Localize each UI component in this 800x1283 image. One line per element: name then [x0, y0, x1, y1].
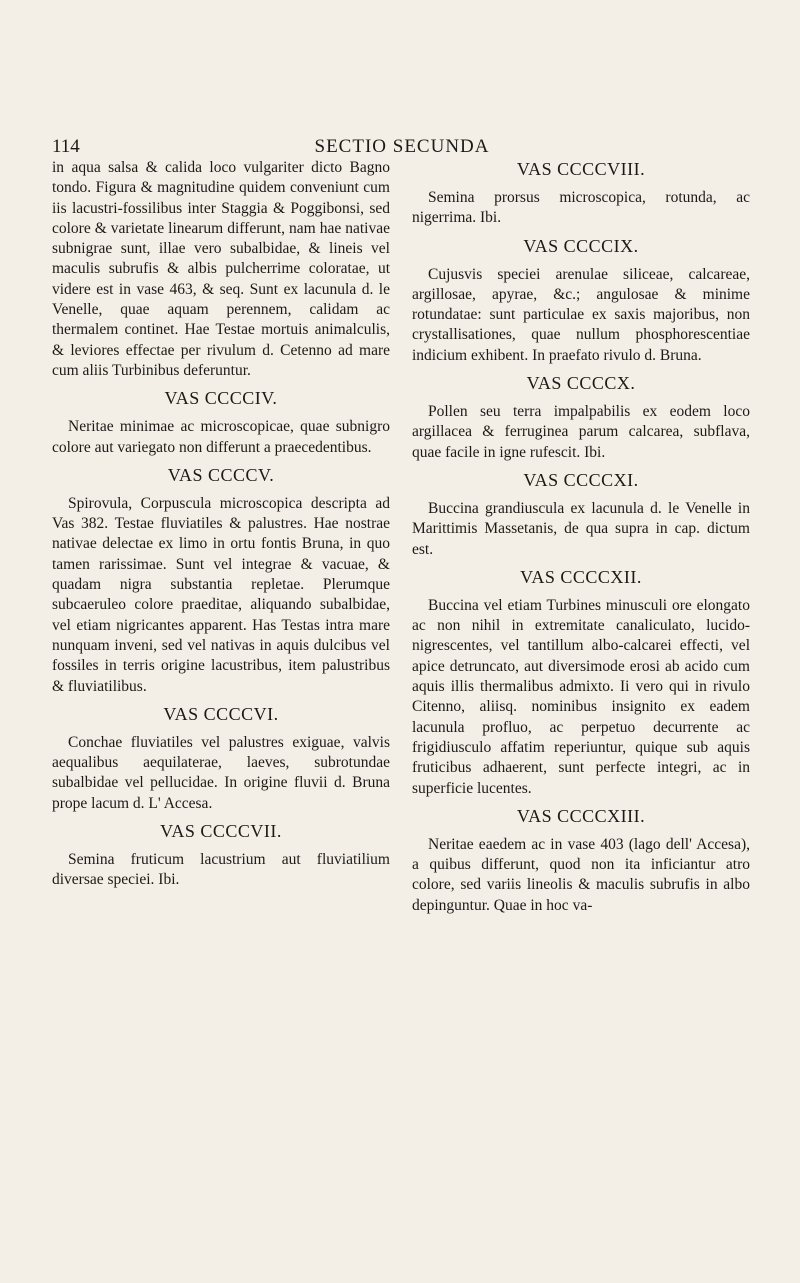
page-header [52, 136, 752, 160]
section-heading-cccxiii: VAS CCCCXIII. [516, 805, 646, 826]
section-heading-cccx: VAS CCCCX. [526, 373, 636, 394]
section-heading-cccviii: VAS CCCCVIII. [516, 159, 646, 179]
running-head: SECTIO SECUNDA [314, 136, 490, 157]
section-heading-cccix: VAS CCCCIX. [523, 235, 639, 256]
paragraph-cccv: Spirovula, Corpuscula microscopica descripta ad Vas 382. Testae fluviatiles & palustres. Hae nostrae nativae delectae ex limo in ortu fontis Bruna, in quo tamen rarissimae. Sunt vel integrae & vacuae, & quadam nigra substantia repletae. Plerumque subcaeruleo colore praeditae, aliquando subalbidae, vel etiam nigricantes apparent. Has Testas intra mare nunquam inveni, sed vel nativas in aquis dulcibus vel fossiles in terris origine lacustribus, item palustribus & fluviatilibus. [52, 494, 390, 695]
section-heading-ccciv: VAS CCCCIV. [164, 388, 278, 409]
paragraph-ccciv: Neritae minimae ac microscopicae, quae subnigro colore aut variegato non differunt a praecedentibus. [52, 418, 390, 456]
paragraph-cccviii: Semina prorsus microscopica, rotunda, ac nigerrima. Ibi. [412, 189, 750, 227]
section-heading-cccvi: VAS CCCCVI. [163, 703, 279, 724]
page-number: 114 [52, 136, 80, 157]
left-column [52, 158, 390, 891]
section-heading-cccxi: VAS CCCCXI. [523, 469, 639, 490]
paragraph-cccxii: Buccina vel etiam Turbines minusculi ore elongato ac non nihil in extremitate canaliculato, lucido-nigrescentes, vel tantillum albo-calcarei effecti, vel apice detruncato, aut diversimode erosi ab acido cum aquis illis thermalibus admixto. Ii vero qui in rivulo Citenno, aliisq. nominibus insignito ex eadem lacunula profluo, ac perpetuo decurrente ac frigidiusculo affatim reperiuntur, quique sub aquis fruticibus adhaerent, sunt perfecte integri, ac in superficie lucentes. [412, 596, 750, 797]
section-heading-cccv: VAS CCCCV. [167, 464, 275, 485]
paragraph-cccvi: Conchae fluviatiles vel palustres exiguae, valvis aequalibus aequilaterae, laeves, subrotundae subalbidae vel pellucidae. In origine fluvii d. Bruna prope lacum d. L' Accesa. [52, 733, 390, 812]
paragraph-continuation: in aqua salsa & calida loco vulgariter dicto Bagno tondo. Figura & magnitudine quidem conveniunt cum iis lacustri-fossilibus inter Staggia & Poggibonsi, sed colore & varietate linearum differunt, nam hae nativae subnigrae sunt, illae vero subalbidae, & lineis vel maculis subrufis & albis pulcherrime coloratae, ut videre est in vase 463, & seq. Sunt ex lacunula d. le Venelle, quae aquam perennem, calidam ac thermalem continet. Hae Testae mortuis animalculis, & leviores effectae per rivulum d. Cetenno ad mare cum aliis Turbinibus deferuntur. [52, 159, 390, 379]
section-heading-cccxii: VAS CCCCXII. [520, 566, 642, 587]
paragraph-cccxi: Buccina grandiuscula ex lacunula d. le Venelle in Marittimis Massetanis, de qua supra in cap. dictum est. [412, 499, 750, 558]
right-column [412, 158, 750, 916]
section-heading-cccvii: VAS CCCCVII. [160, 821, 282, 842]
paragraph-cccix: Cujusvis speciei arenulae siliceae, calcareae, argillosae, apyrae, &c.; angulosae & minime rotundatae: sunt particulae ex saxis majoribus, non crystallisationes, quae nullum phosphorescentiae indicium exhibent. In praefato rivulo d. Bruna. [412, 265, 750, 364]
paragraph-cccxiii: Neritae eaedem ac in vase 403 (lago dell' Accesa), a quibus differunt, quod non ita inficiantur atro colore, sed variis lineolis & maculis subrufis in albo depinguntur. Quae in hoc va- [412, 835, 750, 914]
paragraph-cccx: Pollen seu terra impalpabilis ex eodem loco argillacea & ferruginea parum calcarea, subflava, quae facile in igne rufescit. Ibi. [412, 403, 750, 461]
paragraph-cccvii: Semina fruticum lacustrium aut fluviatilium diversae speciei. Ibi. [52, 851, 390, 889]
